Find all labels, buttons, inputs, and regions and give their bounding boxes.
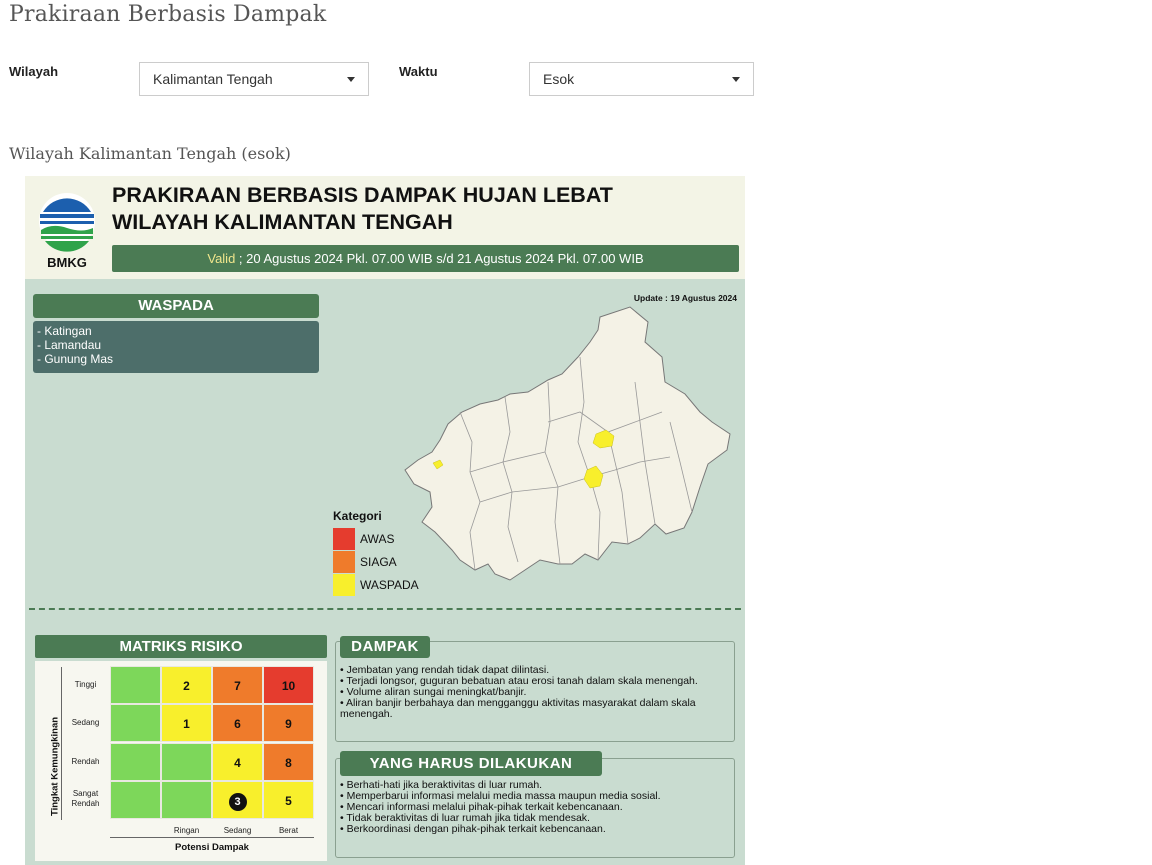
matrix-y-axis-title: Tingkat Kemungkinan — [49, 716, 61, 817]
matrix-col-label: Berat — [278, 826, 299, 835]
matrix-cell — [110, 743, 161, 781]
matrix-cell — [161, 743, 212, 781]
valid-label: Valid — [207, 251, 236, 266]
validity-bar — [112, 245, 739, 272]
current-risk-marker: 3 — [229, 793, 247, 811]
matrix-cell — [110, 666, 161, 704]
matrix-cell: 4 — [212, 743, 263, 781]
wilayah-select[interactable] — [139, 62, 369, 96]
matrix-cell: 6 — [212, 704, 263, 742]
infographic-header — [25, 176, 745, 279]
impact-forecast-infographic — [25, 176, 745, 865]
chevron-down-icon — [347, 77, 355, 82]
matrix-cell: 5 — [263, 781, 314, 819]
section-divider — [29, 608, 741, 610]
matrix-x-axis-title: Potensi Dampak — [175, 842, 249, 853]
valid-period: ; 20 Agustus 2024 Pkl. 07.00 WIB s/d 21 Agustus 2024 Pkl. 07.00 WIB — [235, 251, 644, 266]
matrix-cell: 2 — [161, 666, 212, 704]
list-item: - Gunung Mas — [37, 352, 114, 366]
matrix-cell: 1 — [161, 704, 212, 742]
wilayah-select-value: Kalimantan Tengah — [153, 71, 273, 87]
matrix-cell: 9 — [263, 704, 314, 742]
list-item: • Tidak beraktivitas di luar rumah jika tidak mendesak. — [340, 812, 590, 824]
legend-item-waspada — [333, 574, 433, 596]
logo-text: BMKG — [47, 255, 87, 270]
bmkg-logo — [37, 190, 97, 270]
matrix-col-label: Ringan — [173, 826, 200, 835]
list-item: • Jembatan yang rendah tidak dapat dilintasi. — [340, 664, 550, 676]
list-item: • Aliran banjir berbahaya dan mengganggu aktivitas masyarakat dalam skala — [340, 697, 696, 709]
risk-matrix-grid — [110, 666, 314, 819]
list-item: • Memperbarui informasi melalui media massa maupun media sosial. — [340, 790, 661, 802]
list-item: • Volume aliran sungai meningkat/banjir. — [340, 686, 527, 698]
harus-text — [340, 780, 732, 835]
dampak-heading: DAMPAK — [340, 636, 430, 658]
waspada-heading: WASPADA — [33, 294, 319, 318]
matrix-heading: MATRIKS RISIKO — [35, 635, 327, 658]
matrix-cell: 10 — [263, 666, 314, 704]
legend-label: SIAGA — [360, 555, 397, 569]
region-map — [400, 302, 740, 602]
matrix-cell — [212, 781, 263, 819]
legend-label: WASPADA — [360, 578, 419, 592]
legend-swatch — [333, 528, 355, 550]
matrix-cell — [161, 781, 212, 819]
x-axis-line — [110, 837, 314, 838]
legend-swatch — [333, 574, 355, 596]
wilayah-label: Wilayah — [9, 64, 59, 79]
matrix-col-label: Sedang — [223, 826, 252, 835]
legend-item-siaga — [333, 551, 433, 573]
waspada-list — [33, 321, 319, 373]
matrix-cell: 8 — [263, 743, 314, 781]
list-item: - Katingan — [37, 324, 92, 338]
matrix-cell — [110, 704, 161, 742]
list-item: • Berkoordinasi dengan pihak-pihak terkait kebencanaan. — [340, 823, 606, 835]
matrix-cell: 7 — [212, 666, 263, 704]
list-item: menengah. — [340, 708, 393, 720]
legend-title: Kategori — [333, 509, 382, 523]
waktu-select[interactable] — [529, 62, 754, 96]
waktu-label: Waktu — [399, 64, 438, 79]
legend-swatch — [333, 551, 355, 573]
page-title: Prakiraan Berbasis Dampak — [9, 2, 327, 27]
list-item: - Lamandau — [37, 338, 102, 352]
waktu-select-value: Esok — [543, 71, 575, 87]
harus-heading: YANG HARUS DILAKUKAN — [340, 751, 602, 776]
matrix-row-label: Tinggi — [74, 680, 97, 689]
list-item: • Mencari informasi melalui pihak-pihak terkait kebencanaan. — [340, 801, 623, 813]
list-item: • Terjadi longsor, guguran bebatuan atau erosi tanah dalam skala menengah. — [340, 675, 698, 687]
province-shape — [405, 307, 730, 580]
matrix-row-label: Sedang — [71, 718, 100, 728]
legend-label: AWAS — [360, 532, 395, 546]
region-subtitle: Wilayah Kalimantan Tengah (esok) — [9, 144, 291, 163]
dampak-text — [340, 665, 732, 720]
y-axis-line — [61, 667, 62, 820]
list-item: • Berhati-hati jika beraktivitas di luar rumah. — [340, 779, 543, 791]
chevron-down-icon — [732, 77, 740, 82]
matrix-cell — [110, 781, 161, 819]
legend-item-awas — [333, 528, 433, 550]
update-date: Update : 19 Agustus 2024 — [633, 293, 737, 303]
matrix-row-label: Rendah — [71, 756, 100, 766]
infographic-title: PRAKIRAAN BERBASIS DAMPAK HUJAN LEBAT WILAYAH KALIMANTAN TENGAH — [112, 183, 613, 234]
matrix-row-label: Sangat Rendah — [71, 788, 100, 808]
